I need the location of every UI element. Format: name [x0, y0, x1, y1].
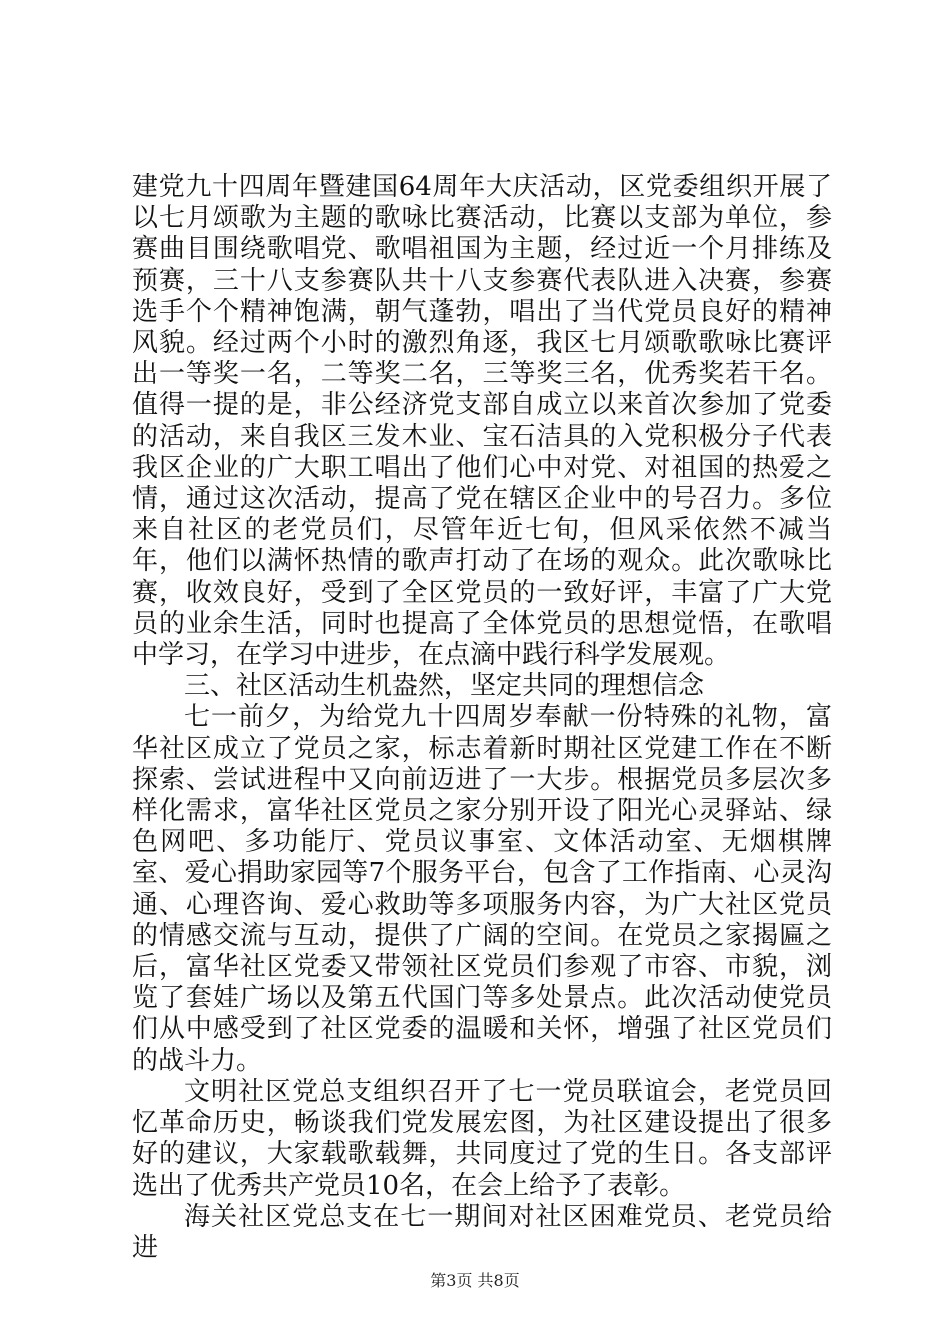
paragraph-wenming-community: 文明社区党总支组织召开了七一党员联谊会，老党员回忆革命历史，畅谈我们党发展宏图，为社区建设提出了很多好的建议，大家载歌载舞，共同度过了党的生日。各支部评选出了优秀共产党员10名，在会上给予了表彰。	[132, 1076, 832, 1201]
section-heading-community-activities: 三、社区活动生机盎然，坚定共同的理想信念	[184, 671, 705, 702]
paragraph-haiguan-community: 海关社区党总支在七一期间对社区困难党员、老党员给进	[132, 1201, 832, 1263]
page-number-footer: 第3页 共8页	[430, 1271, 520, 1290]
paragraph-party-member-home: 七一前夕，为给党九十四周岁奉献一份特殊的礼物，富华社区成立了党员之家，标志着新时期社区党建工作在不断探索、尝试进程中又向前迈进了一大步。根据党员多层次多样化需求，富华社区党员之家分别开设了阳光心灵驿站、绿色网吧、多功能厅、党员议事室、文体活动室、无烟棋牌室、爱心捐助家园等7个服务平台，包含了工作指南、心灵沟通、心理咨询、爱心救助等多项服务内容，为广大社区党员的情感交流与互动，提供了广阔的空间。在党员之家揭匾之后，富华社区党委又带领社区党员们参观了市容、市貌，浏览了套娃广场以及第五代国门等多处景点。此次活动使党员们从中感受到了社区党委的温暖和关怀，增强了社区党员们的战斗力。	[132, 702, 832, 1076]
paragraph-singing-contest: 建党九十四周年暨建国64周年大庆活动，区党委组织开展了以七月颂歌为主题的歌咏比赛活动，比赛以支部为单位，参赛曲目围绕歌唱党、歌唱祖国为主题，经过近一个月排练及预赛，三十八支参赛队共十八支参赛代表队进入决赛，参赛选手个个精神饱满，朝气蓬勃，唱出了当代党员良好的精神风貌。经过两个小时的激烈角逐，我区七月颂歌歌咏比赛评出一等奖一名，二等奖二名，三等奖三名，优秀奖若干名。值得一提的是，非公经济党支部自成立以来首次参加了党委的活动，来自我区三发木业、宝石洁具的入党积极分子代表我区企业的广大职工唱出了他们心中对党、对祖国的热爱之情，通过这次活动，提高了党在辖区企业中的号召力。多位来自社区的老党员们，尽管年近七旬，但风采依然不减当年，他们以满怀热情的歌声打动了在场的观众。此次歌咏比赛，收效良好，受到了全区党员的一致好评，丰富了广大党员的业余生活，同时也提高了全体党员的思想觉悟，在歌唱中学习，在学习中进步，在点滴中践行科学发展观。	[132, 172, 832, 671]
document-body	[132, 172, 832, 1264]
